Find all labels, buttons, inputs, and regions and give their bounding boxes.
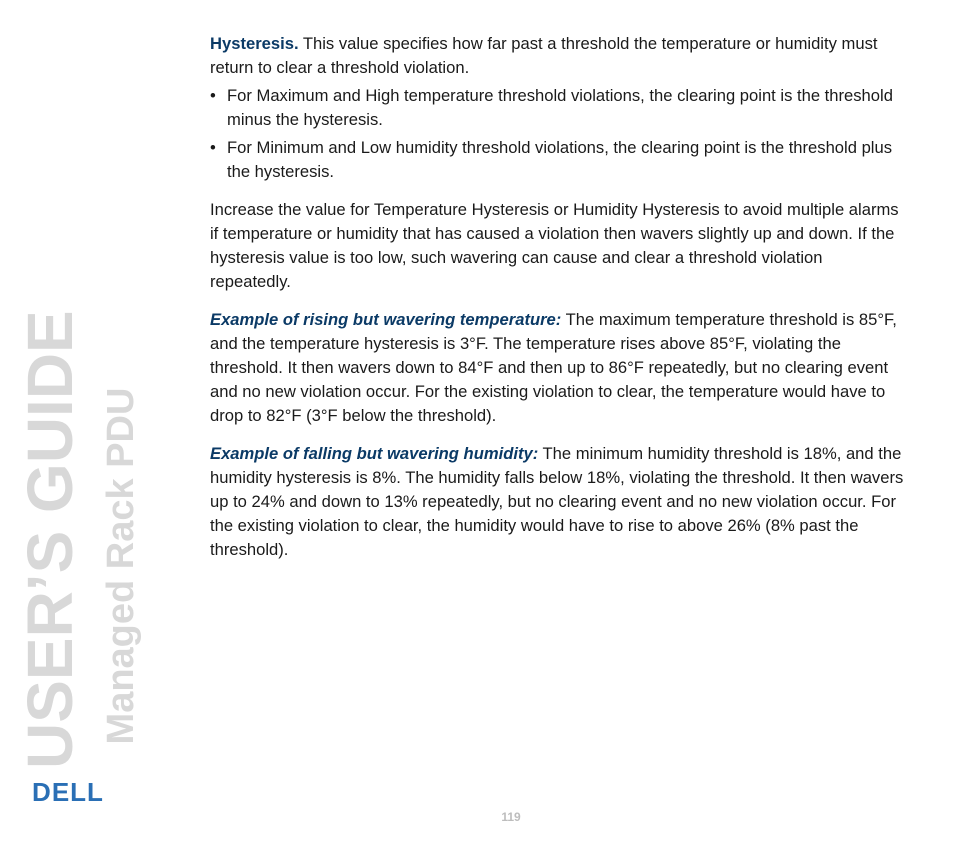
dell-logo <box>24 778 112 806</box>
temperature-example-text: The maximum temperature threshold is 85°F, and the temperature hysteresis is 3°F. The temperature rises above 85°F, violating the threshold. It then wavers down to 84°F and then up to 86°F repeatedly, but no clearing event and no new violation occur. For the existing violation to clear, the temperature would have to drop to 82°F (3°F below the threshold). <box>210 310 897 425</box>
main-content <box>210 32 906 576</box>
list-item <box>210 136 906 184</box>
humidity-example-text: The minimum humidity threshold is 18%, and the humidity hysteresis is 8%. The humidity falls below 18%, violating the threshold. It then wavers up to 24% and down to 13% repeatedly, but no clearing event and no new violation occur. For the existing violation to clear, the humidity would have to rise to above 26% (8% past the threshold). <box>210 444 904 559</box>
hysteresis-text: This value specifies how far past a threshold the temperature or humidity must return to clear a threshold violation. <box>210 34 878 77</box>
svg-text:DELL: DELL <box>32 778 104 806</box>
humidity-example-paragraph <box>210 442 906 562</box>
page-number: 119 <box>501 810 521 824</box>
clearing-point-list <box>210 84 906 184</box>
list-item-text: For Minimum and Low humidity threshold violations, the clearing point is the threshold plus the hysteresis. <box>227 138 893 181</box>
temperature-example-heading: Example of rising but wavering temperature: <box>210 310 562 329</box>
sidebar-title: USER’S GUIDE <box>14 310 86 769</box>
temperature-example-paragraph <box>210 308 906 428</box>
hysteresis-heading: Hysteresis. <box>210 34 299 53</box>
bullet-icon: • <box>210 138 216 157</box>
sidebar-subtitle: Managed Rack PDU <box>100 387 142 745</box>
list-item <box>210 84 906 132</box>
hysteresis-paragraph <box>210 32 906 80</box>
bullet-icon: • <box>210 86 216 105</box>
increase-value-paragraph: Increase the value for Temperature Hysteresis or Humidity Hysteresis to avoid multiple alarms if temperature or humidity that has caused a violation then wavers slightly up and down. If the hysteresis value is too low, such wavering can cause and clear a threshold violation repeatedly. <box>210 200 899 291</box>
humidity-example-heading: Example of falling but wavering humidity: <box>210 444 539 463</box>
list-item-text: For Maximum and High temperature threshold violations, the clearing point is the threshold minus the hysteresis. <box>227 86 893 129</box>
